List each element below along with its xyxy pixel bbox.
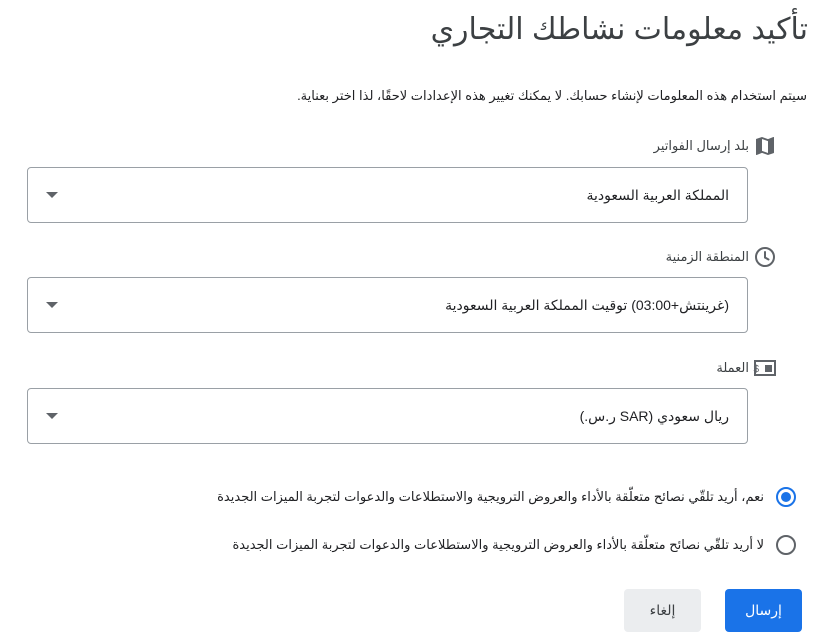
dropdown-arrow-icon <box>46 192 58 198</box>
option-no-label: لا أريد تلقّي نصائح متعلّقة بالأداء والعروض الترويجية والاستطلاعات والدعوات لتجربة الميزات الجديدة <box>232 537 764 552</box>
currency-value: ريال سعودي (SAR ر.س.) <box>579 407 729 424</box>
billing-country-select[interactable] <box>27 167 748 223</box>
cancel-button[interactable]: إلغاء <box>624 589 701 632</box>
dropdown-arrow-icon <box>46 413 58 419</box>
map-icon <box>753 134 777 158</box>
timezone-value: (غرينتش+03:00) توقيت المملكة العربية السعودية <box>445 296 729 313</box>
currency-label <box>716 356 777 380</box>
submit-button[interactable]: إرسال <box>725 589 802 632</box>
dropdown-arrow-icon <box>46 302 58 308</box>
svg-text:$: $ <box>753 364 759 375</box>
billing-country-label <box>654 134 777 158</box>
option-yes-label: نعم، أريد تلقّي نصائح متعلّقة بالأداء والعروض الترويجية والاستطلاعات والدعوات لتجربة الميزات الجديدة <box>217 489 764 504</box>
billing-country-label-text: بلد إرسال الفواتير <box>653 138 749 153</box>
currency-select[interactable] <box>27 388 748 444</box>
dialog-subtitle: سيتم استخدام هذه المعلومات لإنشاء حسابك. لا يمكنك تغيير هذه الإعدادات لاحقًا، لذا اختر بعناية. <box>297 88 807 103</box>
option-yes[interactable] <box>217 485 796 509</box>
clock-icon <box>753 245 777 269</box>
billing-country-value: المملكة العربية السعودية <box>586 186 729 203</box>
option-no[interactable] <box>232 533 796 557</box>
radio-button[interactable] <box>776 535 796 555</box>
timezone-select[interactable] <box>27 277 748 333</box>
radio-button-selected[interactable] <box>776 487 796 507</box>
timezone-label-text: المنطقة الزمنية <box>665 249 749 264</box>
dialog-title: تأكيد معلومات نشاطك التجاري <box>430 13 808 46</box>
currency-label-text: العملة <box>716 360 749 375</box>
money-icon <box>753 356 777 380</box>
timezone-label <box>666 245 777 269</box>
